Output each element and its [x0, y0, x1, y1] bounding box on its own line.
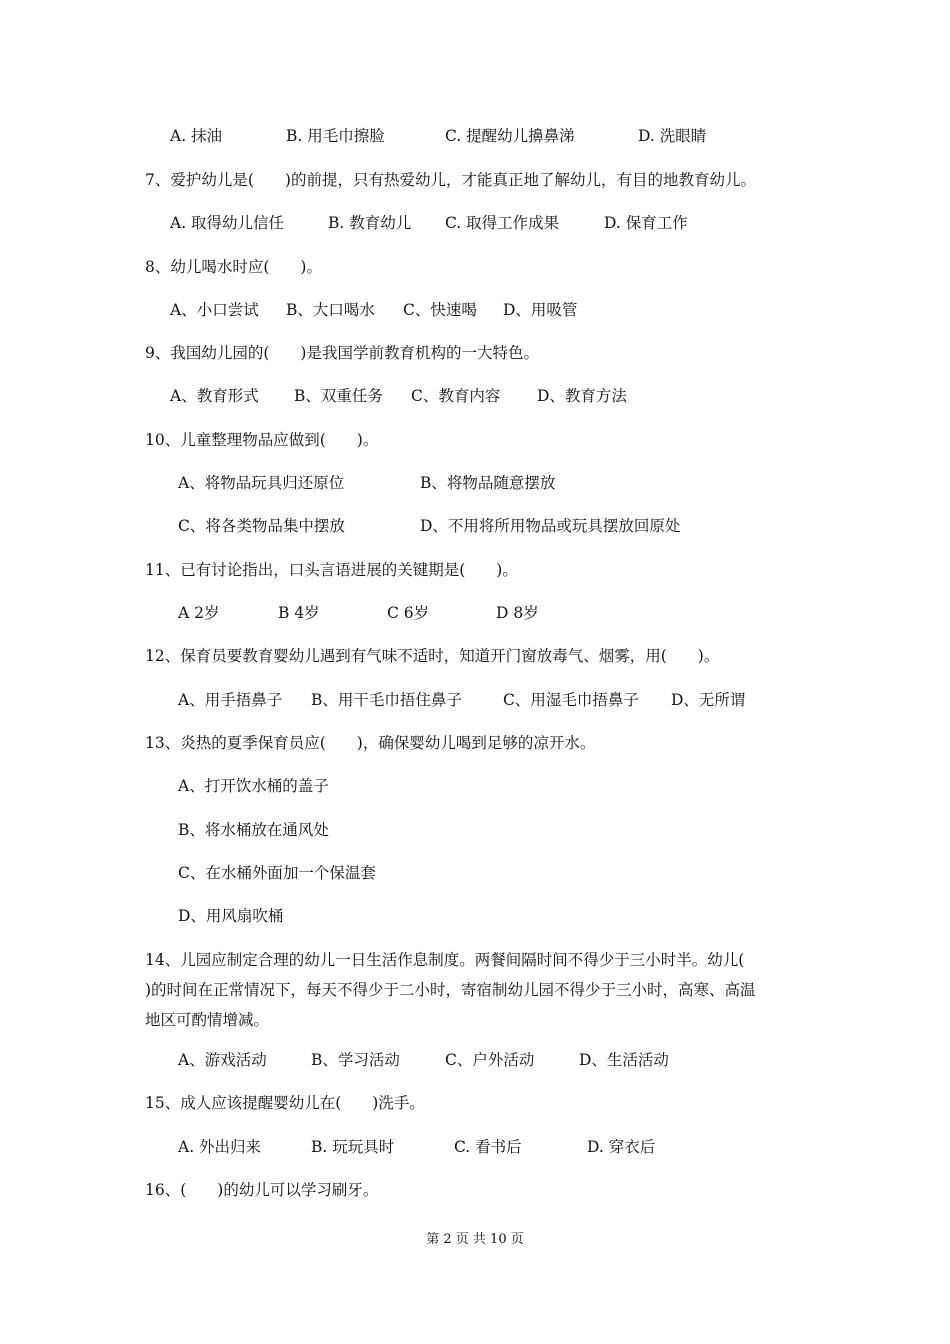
text-line: 8、幼儿喝水时应( )。 [145, 258, 322, 276]
answer-option: C、快速喝 [403, 301, 477, 319]
text-line: 11、已有讨论指出，口头言语进展的关键期是( )。 [145, 561, 518, 579]
answer-option: B、将物品随意摆放 [420, 474, 556, 492]
text-line: 9、我国幼儿园的( )是我国学前教育机构的一大特色。 [145, 344, 539, 362]
answer-option: A 2岁 [178, 604, 220, 622]
answer-option: C. 看书后 [454, 1138, 522, 1156]
answer-option: D、不用将所用物品或玩具摆放回原处 [420, 517, 681, 535]
answer-option: C 6岁 [387, 604, 430, 622]
text-line: 15、成人应该提醒婴幼儿在( )洗手。 [145, 1094, 425, 1112]
answer-option: C. 提醒幼儿擤鼻涕 [445, 127, 575, 145]
answer-option: A. 取得幼儿信任 [170, 214, 285, 232]
text-line: 10、儿童整理物品应做到( )。 [145, 431, 379, 449]
answer-option: C、教育内容 [411, 387, 501, 405]
answer-option: A、用手捂鼻子 [178, 691, 283, 709]
text-line: 地区可酌情增减。 [145, 1011, 270, 1029]
answer-option: C、用湿毛巾捂鼻子 [503, 691, 639, 709]
text-line: A、打开饮水桶的盖子 [178, 777, 329, 795]
answer-option: D、生活活动 [579, 1051, 669, 1069]
answer-option: B. 玩玩具时 [311, 1138, 395, 1156]
answer-option: B、学习活动 [311, 1051, 400, 1069]
answer-option: B、大口喝水 [286, 301, 375, 319]
answer-option: D 8岁 [496, 604, 539, 622]
answer-option: C、户外活动 [445, 1051, 535, 1069]
answer-option: C. 取得工作成果 [445, 214, 560, 232]
answer-option: B、用干毛巾捂住鼻子 [311, 691, 462, 709]
text-line: B、将水桶放在通风处 [178, 821, 329, 839]
answer-option: A. 外出归来 [178, 1138, 262, 1156]
text-line: )的时间在正常情况下，每天不得少于二小时，寄宿制幼儿园不得少于三小时，高寒、高温 [145, 981, 756, 999]
answer-option: C、将各类物品集中摆放 [178, 517, 345, 535]
text-line: 7、爱护幼儿是( )的前提，只有热爱幼儿，才能真正地了解幼儿，有目的地教育幼儿。 [145, 171, 756, 189]
answer-option: A、教育形式 [170, 387, 259, 405]
page-footer: 第 2 页 共 10 页 [426, 1232, 524, 1247]
answer-option: D. 保育工作 [604, 214, 688, 232]
answer-option: A、游戏活动 [178, 1051, 267, 1069]
text-line: C、在水桶外面加一个保温套 [178, 864, 376, 882]
answer-option: D. 穿衣后 [587, 1138, 656, 1156]
answer-option: B、双重任务 [294, 387, 383, 405]
answer-option: B. 用毛巾擦脸 [286, 127, 385, 145]
text-line: D、用风扇吹桶 [178, 907, 284, 925]
text-line: 13、炎热的夏季保育员应( )，确保婴幼儿喝到足够的凉开水。 [145, 734, 596, 752]
answer-option: B. 教育幼儿 [328, 214, 412, 232]
text-line: 14、儿园应制定合理的幼儿一日生活作息制度。两餐间隔时间不得少于三小时半。幼儿( [145, 951, 745, 969]
answer-option: D. 洗眼睛 [638, 127, 707, 145]
answer-option: A. 抹油 [170, 127, 223, 145]
answer-option: D、无所谓 [671, 691, 746, 709]
answer-option: D、用吸管 [503, 301, 578, 319]
answer-option: A、小口尝试 [170, 301, 259, 319]
answer-option: A、将物品玩具归还原位 [178, 474, 345, 492]
answer-option: B 4岁 [278, 604, 320, 622]
answer-option: D、教育方法 [537, 387, 627, 405]
text-line: 12、保育员要教育婴幼儿遇到有气味不适时，知道开门窗放毒气、烟雾，用( )。 [145, 647, 720, 665]
text-line: 16、( )的幼儿可以学习刷牙。 [145, 1181, 379, 1199]
